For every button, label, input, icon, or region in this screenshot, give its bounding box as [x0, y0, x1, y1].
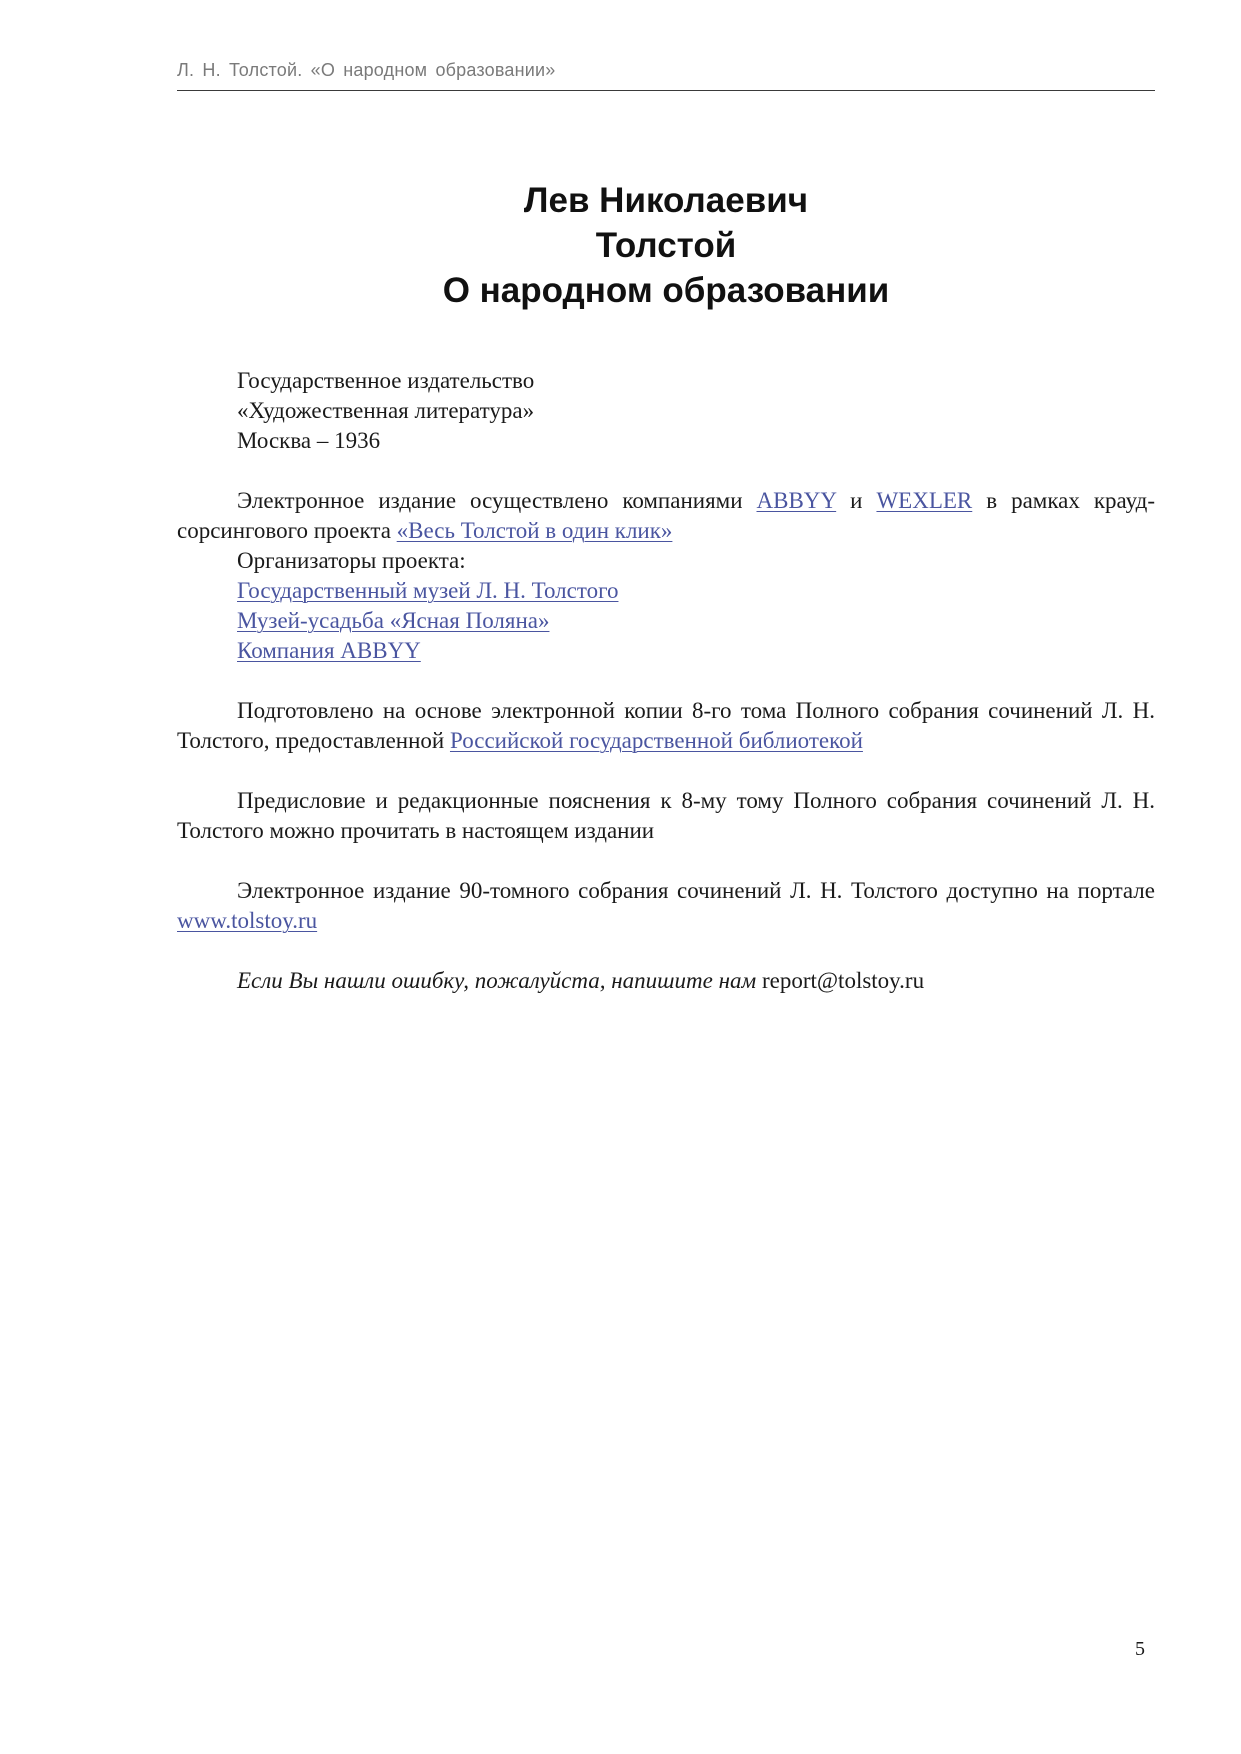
edition-text-before: Электронное издание осуществлено компаниями — [237, 488, 757, 513]
running-title: Л. Н. Толстой. «О народном образовании» — [177, 60, 556, 80]
imprint-content — [177, 366, 1155, 996]
page-number: 5 — [1135, 1638, 1145, 1660]
edition-paragraph — [177, 486, 1155, 546]
running-header — [177, 56, 1155, 91]
portal-link[interactable]: www.tolstoy.ru — [177, 908, 318, 933]
publisher-name: Государственное издательство — [237, 368, 535, 393]
organizers-label: Организаторы проекта: — [237, 548, 466, 573]
organizer-link-yasnaya-polyana[interactable]: Музей-усадьба «Ясная Поляна» — [237, 608, 550, 633]
wexler-link[interactable]: WEXLER — [876, 488, 973, 513]
project-link[interactable]: «Весь Толстой в один клик» — [396, 518, 673, 543]
edition-text-and: и — [836, 488, 877, 513]
organizers-block — [177, 546, 1155, 666]
report-email: report@tolstoy.ru — [761, 968, 925, 993]
source-text: Подготовлено на основе электронной копии 8-го тома Полного собрания сочинений Л. Н. Толстого, предоставленной — [177, 698, 1155, 753]
abbyy-link[interactable]: ABBYY — [756, 488, 837, 513]
library-link[interactable]: Российской государственной библиотекой — [449, 728, 863, 753]
publisher-imprint: «Художественная литература» — [237, 398, 535, 423]
work-title: О народном образовании — [442, 271, 890, 310]
source-paragraph — [177, 696, 1155, 756]
preface-paragraph: Предисловие и редакционные пояснения к 8-му тому Полного собрания сочинений Л. Н. Толстого можно прочитать в настоящем издании — [177, 788, 1155, 843]
report-text: Если Вы нашли ошибку, пожалуйста, напишите нам — [237, 968, 757, 993]
author-surname: Толстой — [595, 226, 737, 265]
report-paragraph — [177, 966, 1155, 996]
organizer-link-abbyy[interactable]: Компания ABBYY — [237, 638, 421, 663]
portal-text: Электронное издание 90-томного собрания сочинений Л. Н. Толстого доступно на портале — [237, 878, 1155, 903]
portal-paragraph — [177, 876, 1155, 936]
publisher-info — [177, 366, 1155, 456]
book-title — [177, 178, 1155, 313]
author-first-names: Лев Николаевич — [523, 181, 809, 220]
edition-text-after: в рамках крауд-сорсингового проекта — [177, 488, 1155, 543]
publication-place-year: Москва – 1936 — [237, 428, 381, 453]
organizer-link-tolstoy-museum[interactable]: Государственный музей Л. Н. Толстого — [237, 578, 619, 603]
